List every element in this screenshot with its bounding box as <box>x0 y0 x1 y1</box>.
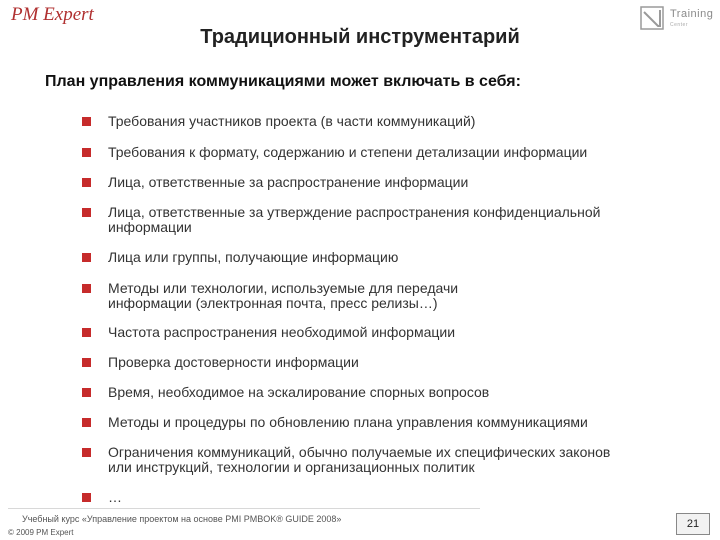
list-item-text: Лица, ответственные за распространение информации <box>108 174 469 190</box>
square-bullet-icon <box>82 253 91 262</box>
square-bullet-icon <box>82 117 91 126</box>
slide-title-text: Традиционный инструментарий <box>200 26 520 48</box>
square-bullet-icon <box>82 284 91 293</box>
list-item-text: Проверка достоверности информации <box>108 354 359 370</box>
logo-subtext: Center <box>670 22 689 28</box>
list-item-text: Требования к формату, содержанию и степени детализации информации <box>108 144 588 160</box>
square-bullet-icon <box>82 448 91 457</box>
footer-divider <box>8 508 480 509</box>
square-bullet-icon <box>82 208 91 217</box>
list-item-text: Ограничения коммуникаций, обычно получаемые их специфических законов или инструкций, технологии и организационных политик <box>108 444 611 475</box>
list-item-text: Лица или группы, получающие информацию <box>108 249 399 265</box>
list-item-text: Методы или технологии, используемые для передачи информации (электронная почта, пресс релизы…) <box>108 280 459 311</box>
list-item-text: … <box>108 489 122 505</box>
logo-text: Training <box>670 8 714 20</box>
list-item-text: Лица, ответственные за утверждение распространения конфиденциальной информации <box>108 204 601 235</box>
square-bullet-icon <box>82 493 91 502</box>
square-bullet-icon <box>82 358 91 367</box>
list-item-text: Время, необходимое на эскалирование спорных вопросов <box>108 384 490 400</box>
lead-text: План управления коммуникациями может включать в себя: <box>45 73 521 90</box>
square-bullet-icon <box>82 328 91 337</box>
footer-copyright: © 2009 PM Expert <box>8 528 74 537</box>
list-item-text: Требования участников проекта (в части коммуникаций) <box>108 113 476 129</box>
list-item-text: Методы и процедуры по обновлению плана управления коммуникациями <box>108 414 588 430</box>
square-bullet-icon <box>82 388 91 397</box>
slide-title <box>0 26 720 49</box>
brand-logo-text: PM Expert <box>11 4 94 25</box>
square-bullet-icon <box>82 178 91 187</box>
square-bullet-icon <box>82 418 91 427</box>
page-number: 21 <box>676 513 710 535</box>
list-item-text: Частота распространения необходимой информации <box>108 324 456 340</box>
footer-course-text: Учебный курс «Управление проектом на основе PMI PMBOK® GUIDE 2008» <box>22 514 342 524</box>
square-bullet-icon <box>82 148 91 157</box>
